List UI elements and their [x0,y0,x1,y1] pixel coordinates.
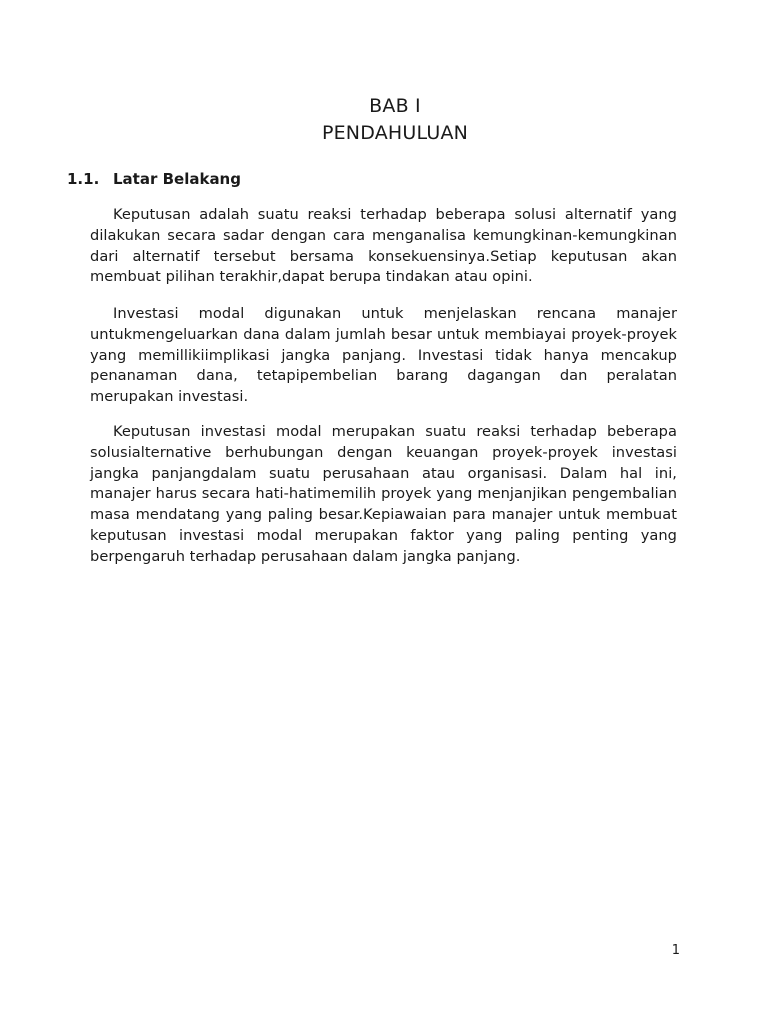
body-paragraph: Keputusan adalah suatu reaksi terhadap beberapa solusi alternatif yang dilakukan secara sadar dengan cara menganalisa kemungkinan-kemungkinan dari alternatif tersebut bersama konsekuensinya.Setiap keputusan akan membuat pilihan terakhir,dapat berupa tindakan atau opini. [90,206,677,286]
body-paragraph: Keputusan investasi modal merupakan suatu reaksi terhadap beberapa solusialternative berhubungan dengan keuangan proyek-proyek investasi jangka panjangdalam suatu perusahaan atau organisasi. Dalam hal ini, manajer harus secara hati-hatimemilih proyek yang menjanjikan pengembalian masa mendatang yang paling besar.Kepiawaian para manajer untuk membuat keputusan investasi modal merupakan faktor yang paling penting yang berpengaruh terhadap perusahaan dalam jangka panjang. [90,423,677,565]
chapter-title: PENDAHULUAN [321,122,469,144]
chapter-label: BAB I [369,95,421,117]
body-paragraph: Investasi modal digunakan untuk menjelaskan rencana manajer untukmengeluarkan dana dalam jumlah besar untuk membiayai proyek-proyek yang memillikiimplikasi jangka panjang. Investasi tidak hanya mencakup penanaman dana, tetapipembelian barang dagangan dan peralatan merupakan investasi. [90,305,677,406]
section-number: 1.1. [67,170,100,188]
chapter-heading [0,93,768,147]
page-number: 1 [671,943,680,958]
section-heading [67,169,241,189]
section-title: Latar Belakang [113,170,241,188]
